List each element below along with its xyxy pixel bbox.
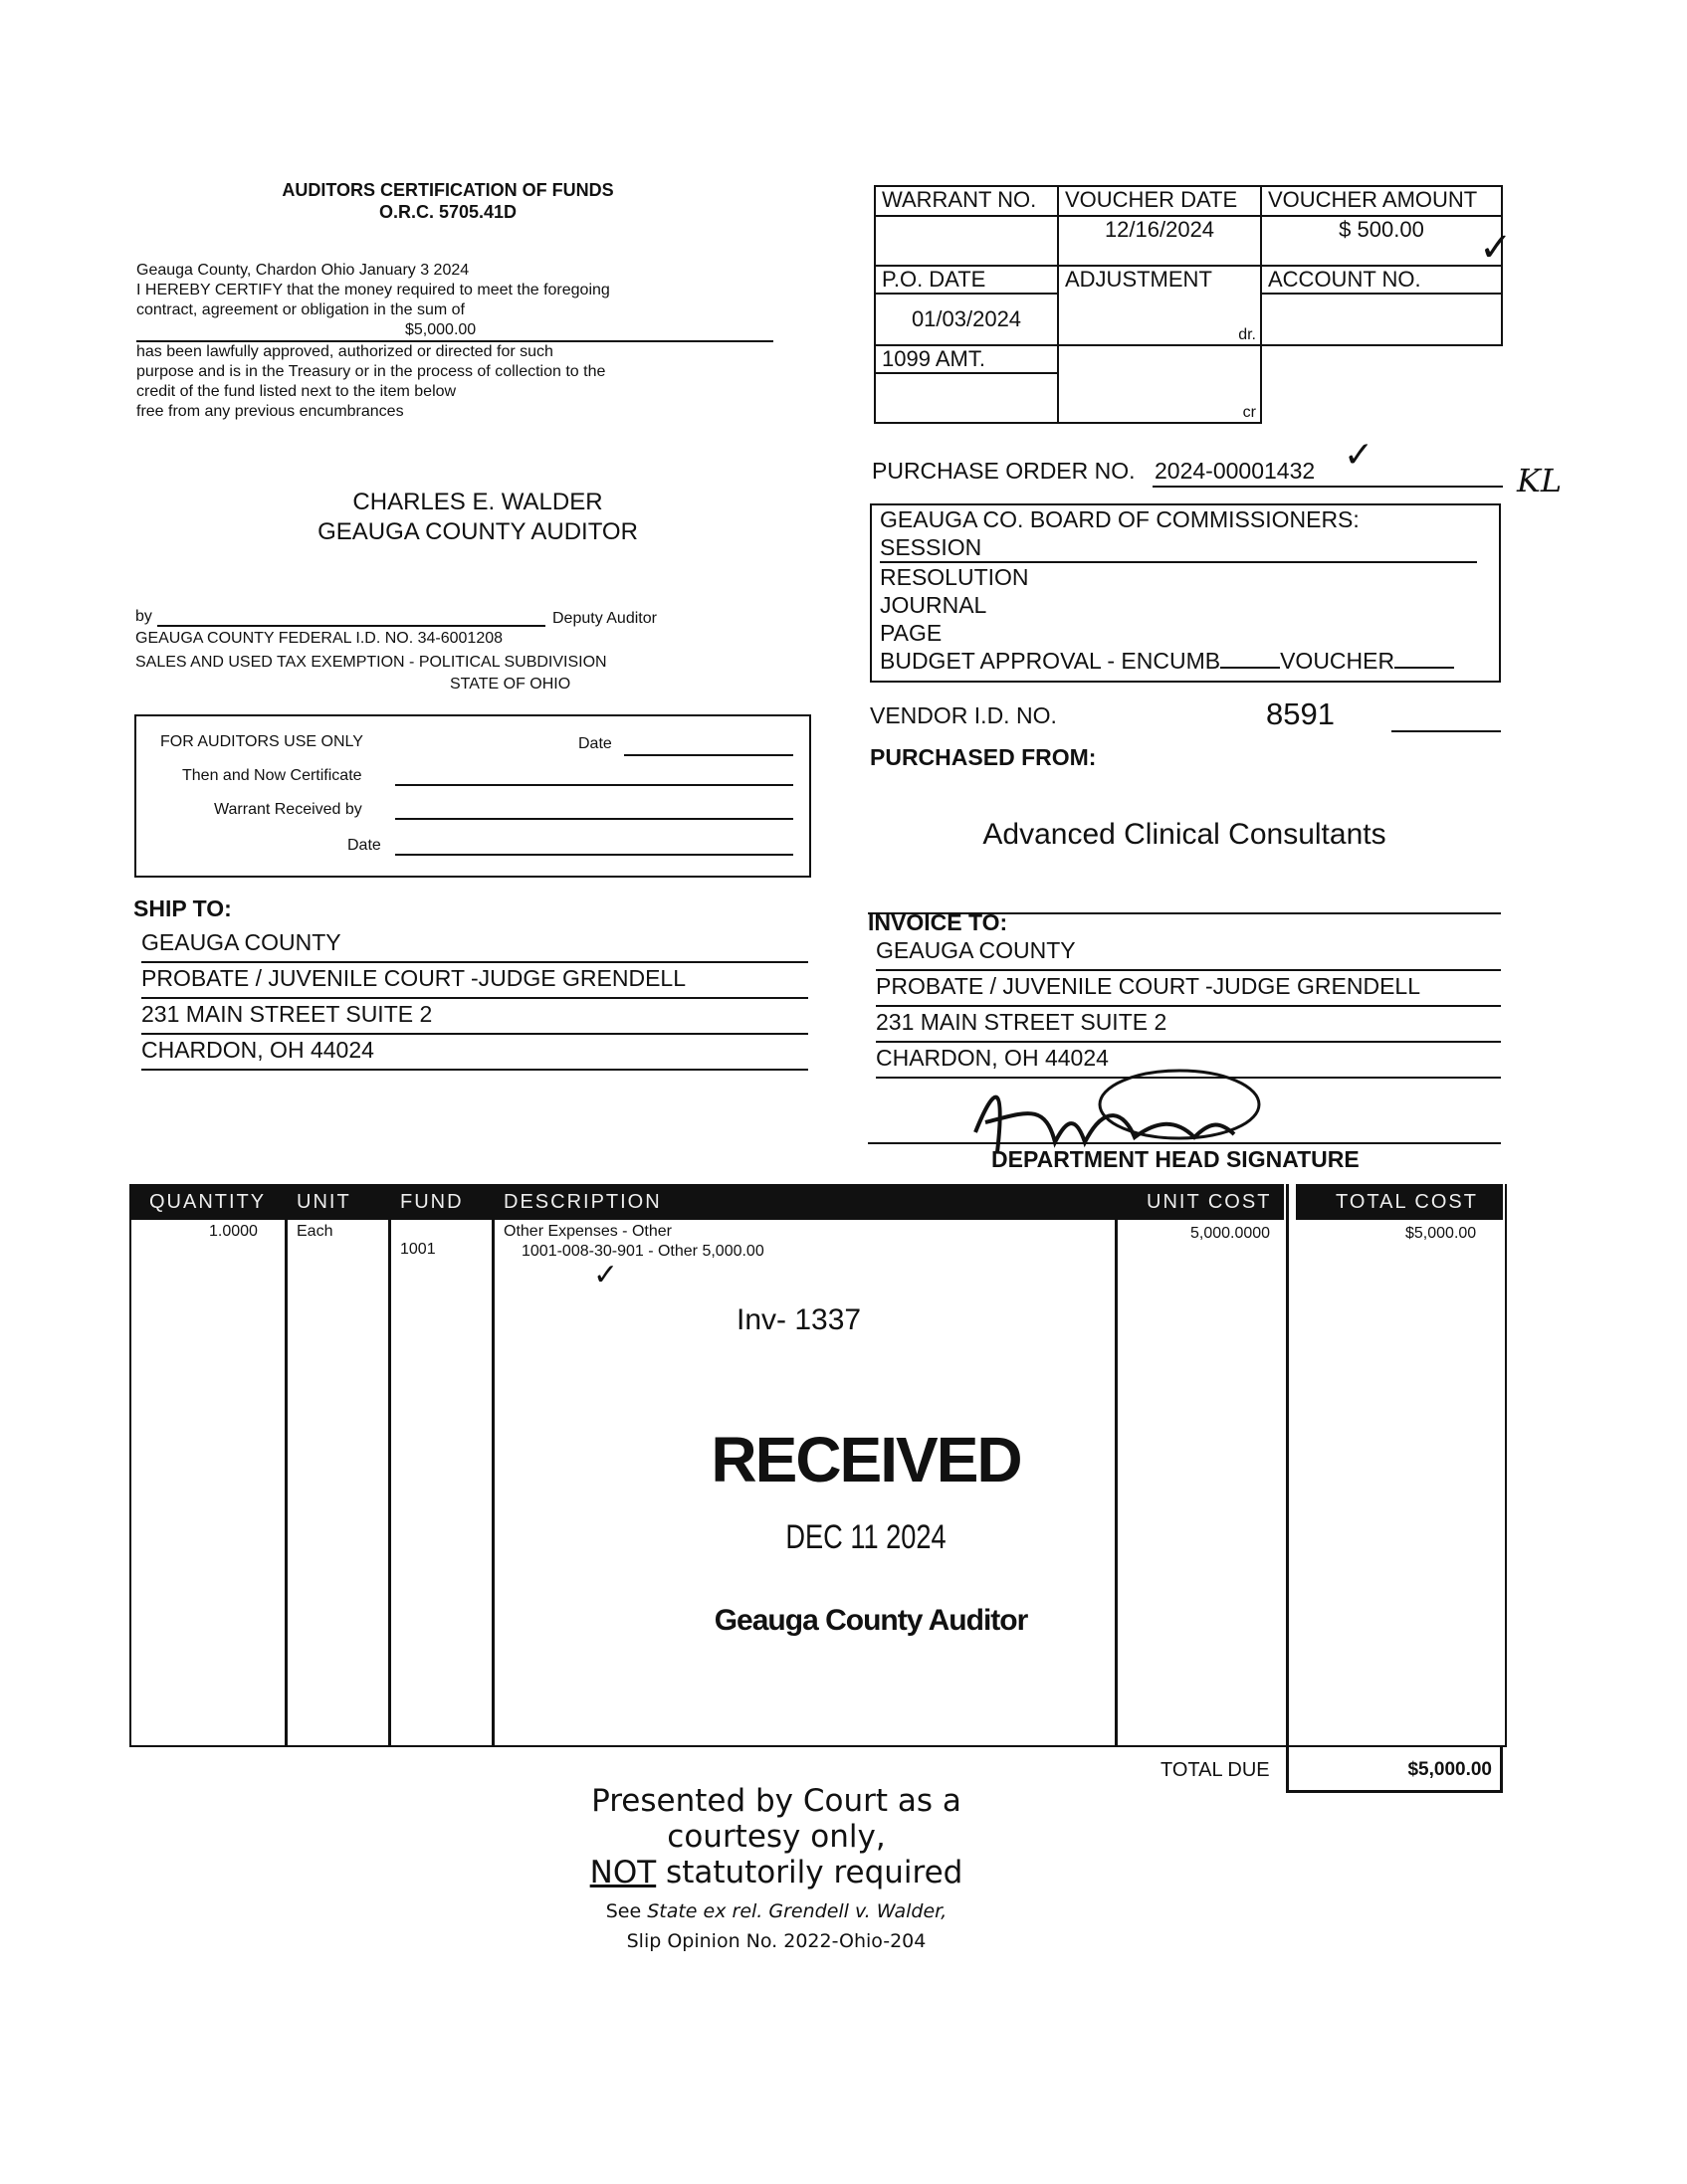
board-resolution: RESOLUTION [880,564,1029,590]
board-page: PAGE [880,620,943,646]
tax-exemption: SALES AND USED TAX EXEMPTION - POLITICAL SUBDIVISION [135,654,607,671]
received-stamp: RECEIVED [711,1424,1021,1495]
court-note [557,1783,995,1890]
voucher-line[interactable] [1394,667,1454,669]
court-note-line-1: Presented by Court as a [591,1783,961,1819]
account-check-mark: ✓ [593,1259,619,1291]
warrant-no-label: WARRANT NO. [875,186,1058,216]
warrant-no-value[interactable] [875,216,1058,266]
invoice-number: Inv- 1337 [737,1303,862,1336]
col-divider-4 [1115,1184,1118,1745]
po-date-label: P.O. DATE [875,266,1058,294]
court-citation-line-2: Slip Opinion No. 2022-Ohio-204 [626,1930,927,1952]
adjustment-label: ADJUSTMENT [1065,267,1212,292]
auditors-use-title: FOR AUDITORS USE ONLY [160,733,363,750]
cr-label: cr [1242,404,1256,421]
court-note-not: NOT [589,1855,657,1890]
voucher-date-value[interactable]: 12/16/2024 [1058,216,1261,266]
deputy-auditor-label: Deputy Auditor [552,610,657,627]
court-citation [557,1896,995,1956]
row-description-2: 1001-008-30-901 - Other 5,000.00 [522,1243,764,1260]
header-total-cost: TOTAL COST [1296,1184,1503,1220]
voucher-label: VOUCHER [1280,648,1395,674]
ship-to-line-1: GEAUGA COUNTY [141,927,808,963]
by-label: by [135,608,152,625]
row-quantity: 1.0000 [209,1223,258,1240]
header-unit: UNIT [287,1184,388,1220]
voucher-amount-label: VOUCHER AMOUNT [1261,186,1502,216]
board-box [870,503,1501,683]
total-due-value: $5,000.00 [1286,1745,1503,1793]
state-of-ohio: STATE OF OHIO [450,676,571,693]
certified-sum: $5,000.00 [405,321,477,338]
po-initials: KL [1517,462,1563,499]
certification-body [136,261,773,422]
federal-id: GEAUGA COUNTY FEDERAL I.D. NO. 34-6001208 [135,630,504,647]
invoice-to-label: INVOICE TO: [868,909,1008,935]
then-now-line[interactable] [395,784,793,786]
orc-reference: O.R.C. 5705.41D [378,202,518,222]
po-date-value[interactable]: 01/03/2024 [875,294,1058,345]
auditor-block [259,488,697,547]
body-line-4: free from any previous encumbrances [136,403,404,420]
row-total-cost: $5,000.00 [1405,1225,1477,1242]
court-note-line-2: courtesy only, [667,1819,886,1855]
po-number: 2024-00001432 [1155,458,1316,484]
col-divider-5 [1286,1184,1289,1745]
budget-approval-label: BUDGET APPROVAL - ENCUMB [880,648,1221,674]
ship-to-line-2: PROBATE / JUVENILE COURT -JUDGE GRENDELL [141,963,808,999]
cite-prefix: See [605,1900,648,1922]
voucher-amount-value[interactable]: $ 500.00 [1261,216,1502,266]
row-unit: Each [297,1223,333,1240]
encumb-line[interactable] [1220,667,1280,669]
account-no-label: ACCOUNT NO. [1261,266,1502,294]
invoice-to-line-1: GEAUGA COUNTY [876,935,1501,971]
ship-to-label: SHIP TO: [133,895,232,921]
adjustment-cr-cell[interactable] [1058,345,1261,423]
header-quantity: QUANTITY [129,1184,285,1220]
auditors-date-label: Date [578,735,612,752]
empty-cell [1261,345,1502,423]
body-line-2: purpose and is in the Treasury or in the process of collection to the [136,363,606,380]
certify-line-1: I HEREBY CERTIFY that the money required to meet the foregoing [136,282,610,298]
board-title: GEAUGA CO. BOARD OF COMMISSIONERS: [880,506,1360,532]
amount-check-mark: ✓ [1479,226,1513,270]
vendor-id: 8591 [1266,696,1335,731]
signature-label: DEPARTMENT HEAD SIGNATURE [991,1146,1360,1172]
ship-to-address [141,927,808,1071]
certification-header [199,179,697,223]
date2-label: Date [347,837,381,854]
col-divider-3 [492,1184,495,1745]
auditor-name: CHARLES E. WALDER [352,489,603,515]
total-due-label: TOTAL DUE [1160,1759,1270,1781]
purchased-from-label: PURCHASED FROM: [870,744,1097,770]
amt-1099-value[interactable] [875,373,1058,423]
board-budget-row [880,647,1491,675]
certify-line-2: contract, agreement or obligation in the sum of [136,301,465,318]
header-fund: FUND [390,1184,492,1220]
certification-title: AUDITORS CERTIFICATION OF FUNDS [282,180,614,200]
po-label: PURCHASE ORDER NO. [872,458,1136,484]
row-unit-cost: 5,000.0000 [1190,1225,1271,1242]
ship-to-line-4: CHARDON, OH 44024 [141,1035,808,1071]
signature-line [868,1142,1501,1144]
place-date: Geauga County, Chardon Ohio January 3 2024 [136,262,470,279]
body-line-1: has been lawfully approved, authorized or directed for such [136,340,773,362]
col-divider-2 [388,1184,391,1745]
warrant-received-label: Warrant Received by [214,801,362,818]
body-line-3: credit of the fund listed next to the item below [136,383,457,400]
warrant-received-line[interactable] [395,818,793,820]
auditor-title: GEAUGA COUNTY AUDITOR [317,518,638,545]
header-description: DESCRIPTION [494,1184,1115,1220]
received-date: DEC 11 2024 [785,1518,947,1556]
cite-case: State ex rel. Grendell v. Walder, [647,1900,948,1922]
invoice-to-address [876,935,1501,1079]
date2-line[interactable] [395,854,793,856]
adjustment-cell[interactable] [1058,266,1261,345]
vendor-name: Advanced Clinical Consultants [982,818,1386,851]
row-description-1: Other Expenses - Other [504,1223,672,1240]
po-check-mark: ✓ [1344,434,1374,475]
board-session: SESSION [880,533,1477,563]
received-office: Geauga County Auditor [714,1604,1028,1637]
amt-1099-label: 1099 AMT. [875,345,1058,373]
dr-label: dr. [1238,326,1256,343]
court-note-rest: statutorily required [656,1855,963,1890]
account-no-value[interactable] [1261,294,1502,345]
invoice-to-line-4: CHARDON, OH 44024 [876,1043,1501,1079]
auditors-date-line[interactable] [624,754,793,756]
header-unit-cost: UNIT COST [1117,1184,1284,1220]
ship-to-line-3: 231 MAIN STREET SUITE 2 [141,999,808,1035]
col-divider-1 [285,1184,288,1745]
vendor-id-label: VENDOR I.D. NO. [870,702,1057,728]
voucher-date-label: VOUCHER DATE [1058,186,1261,216]
by-signature-line [157,625,545,627]
vendor-id-line [1391,730,1501,732]
voucher-table [874,185,1503,424]
row-fund: 1001 [400,1241,436,1258]
invoice-to-line-3: 231 MAIN STREET SUITE 2 [876,1007,1501,1043]
board-journal: JOURNAL [880,592,987,618]
court-note-line-3 [557,1855,995,1890]
then-now-label: Then and Now Certificate [182,767,362,784]
po-number-line [1153,486,1503,488]
invoice-to-line-2: PROBATE / JUVENILE COURT -JUDGE GRENDELL [876,971,1501,1007]
auditors-use-box [134,714,811,878]
court-citation-line-1 [557,1896,995,1926]
